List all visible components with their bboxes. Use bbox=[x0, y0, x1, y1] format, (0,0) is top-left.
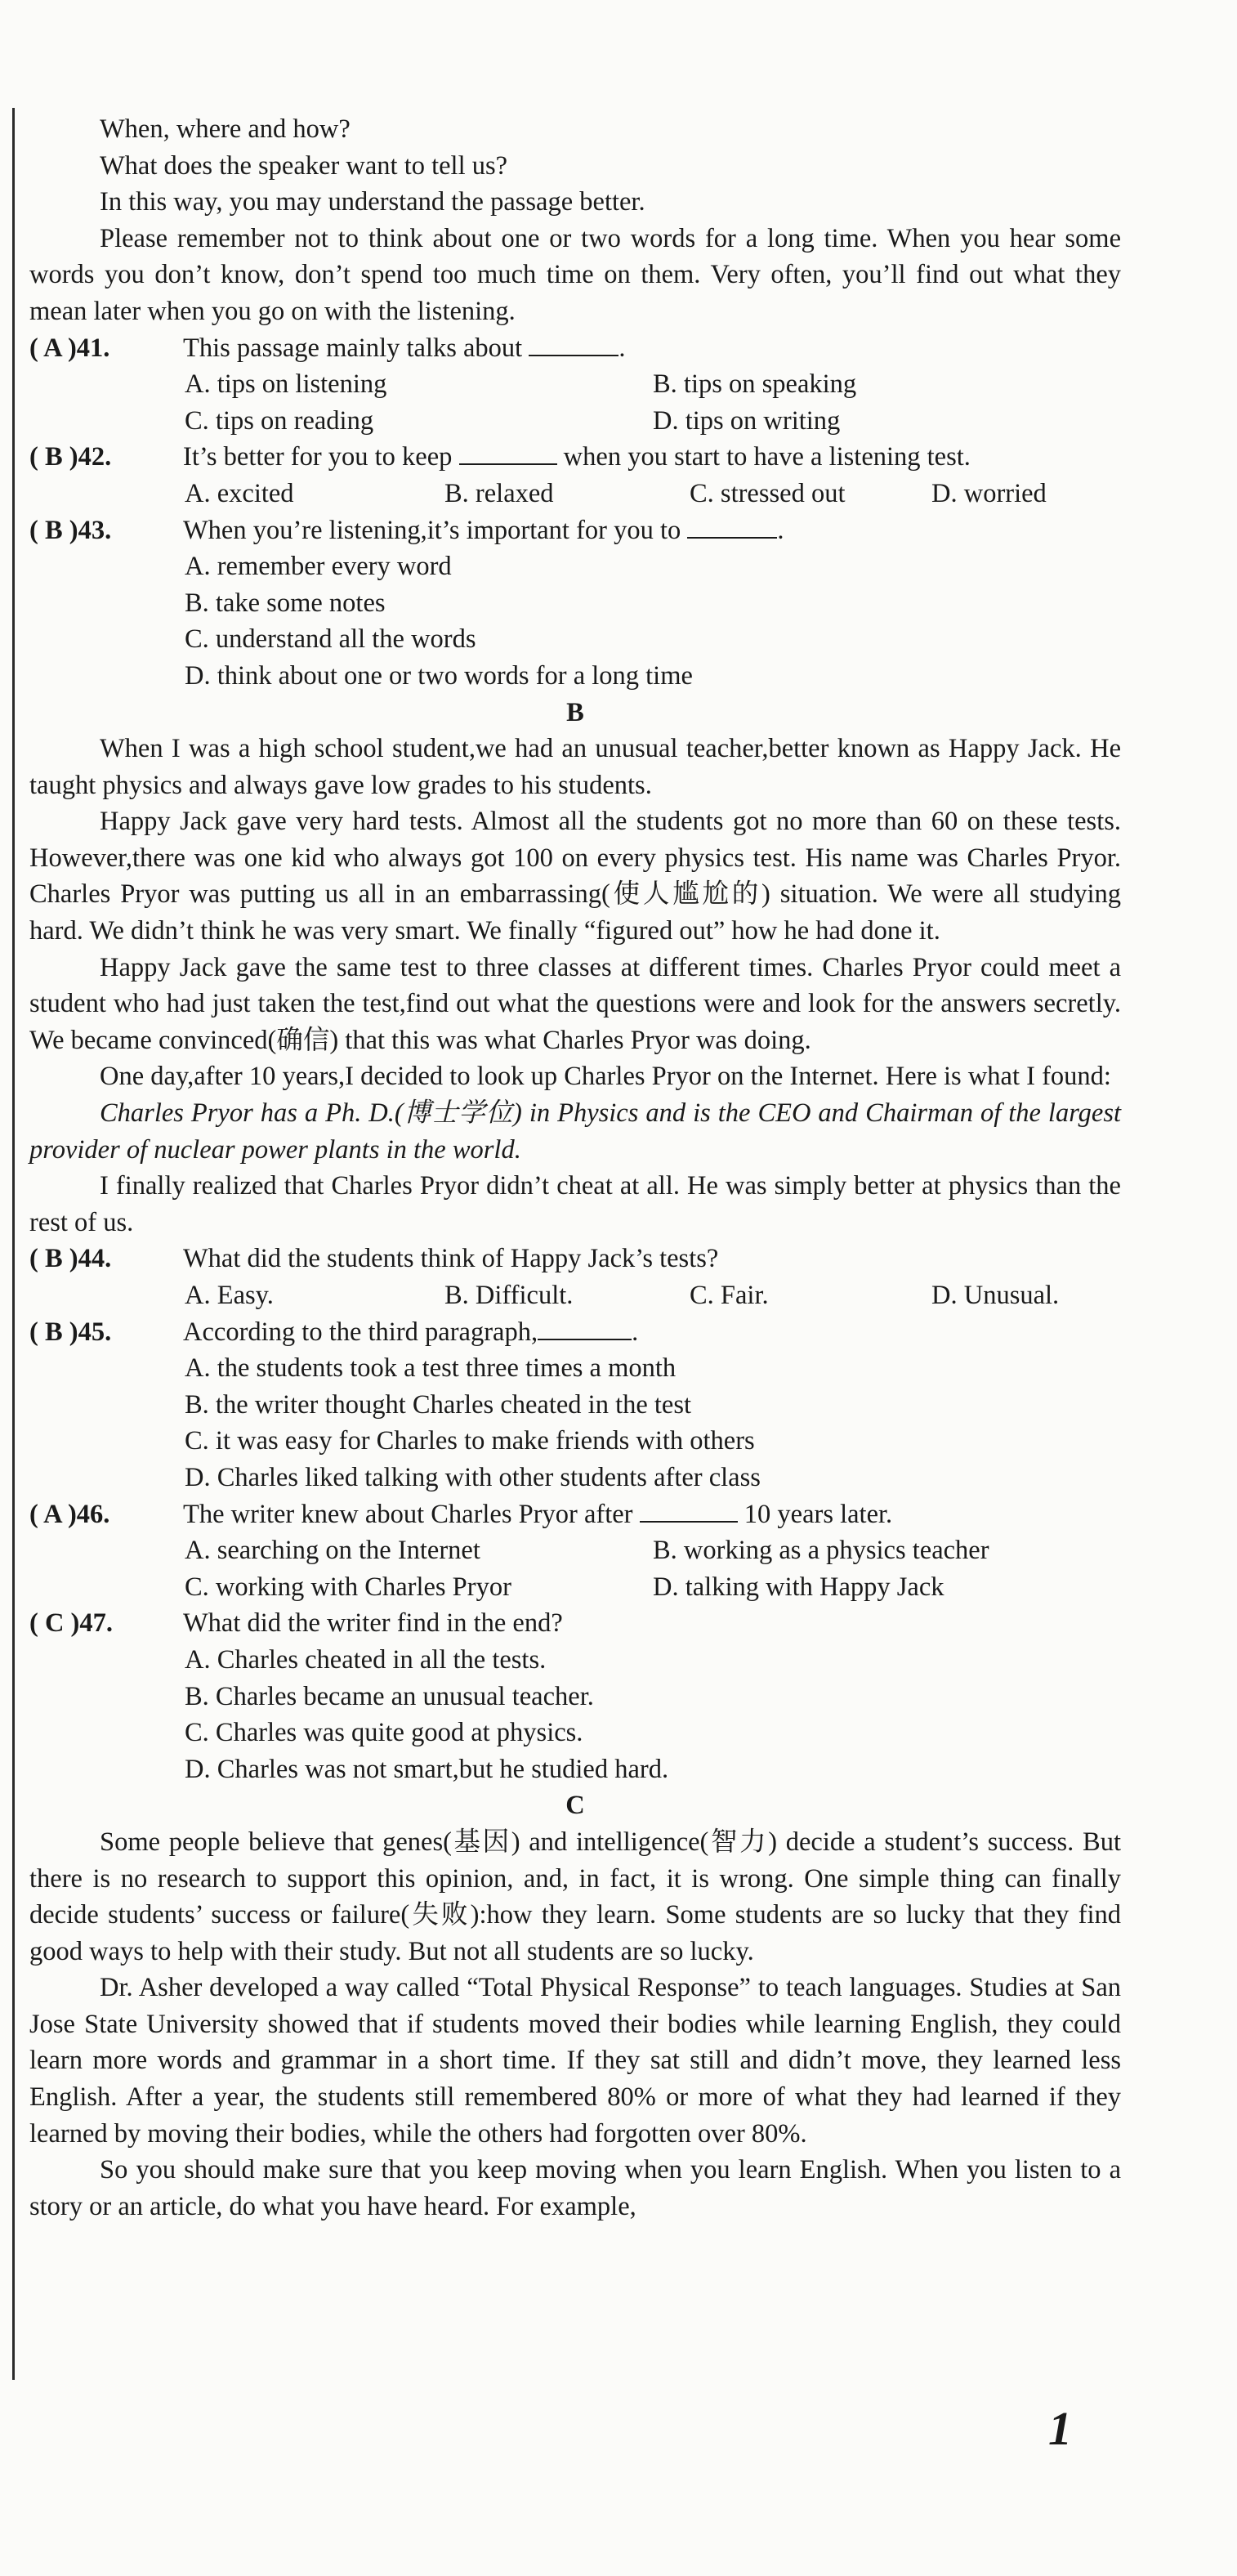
option: C. it was easy for Charles to make friends with others bbox=[185, 1426, 755, 1456]
section-heading-b: B bbox=[566, 697, 584, 727]
answer-44: ( B )44. bbox=[29, 1244, 112, 1274]
section-heading-c: C bbox=[565, 1791, 585, 1821]
answer-41: ( A )41. bbox=[29, 333, 110, 363]
question-stem: What did the writer find in the end? bbox=[183, 1608, 563, 1639]
option: C. working with Charles Pryor bbox=[185, 1572, 511, 1602]
options-43 bbox=[29, 548, 1121, 694]
option: D. think about one or two words for a long time bbox=[185, 660, 693, 691]
option: A. the students took a test three times a month bbox=[185, 1353, 677, 1384]
option: D. Unusual. bbox=[931, 1281, 1060, 1310]
option: D. Charles liked talking with other students after class bbox=[185, 1462, 761, 1492]
options-41 bbox=[29, 366, 1121, 439]
question-44 bbox=[29, 1241, 1121, 1277]
options-46 bbox=[29, 1532, 1121, 1605]
option: B. tips on speaking bbox=[653, 369, 857, 400]
option: D. Charles was not smart,but he studied hard. bbox=[185, 1754, 669, 1784]
answer-45: ( B )45. bbox=[29, 1317, 112, 1347]
option: B. take some notes bbox=[185, 588, 386, 618]
option: D. worried bbox=[931, 478, 1047, 508]
option: C. tips on reading bbox=[185, 405, 374, 436]
option: B. relaxed bbox=[444, 478, 554, 508]
option: D. talking with Happy Jack bbox=[653, 1572, 944, 1602]
question-stem: What did the students think of Happy Jack’s tests? bbox=[183, 1244, 719, 1274]
option: B. Charles became an unusual teacher. bbox=[185, 1681, 594, 1711]
option: A. Charles cheated in all the tests. bbox=[185, 1644, 547, 1675]
passage-paragraph: Happy Jack gave very hard tests. Almost all the students got no more than 60 on these tests. However,there was one kid who always got 100 on every physics test. His name was Charles Pryor. Charles Pryor was putting us all in an embarrassing(使人尴尬的) situation. We were all studying hard. We didn’t think he was very smart. We finally “figured out” how he had done it. bbox=[29, 807, 1121, 946]
options-47 bbox=[29, 1642, 1121, 1787]
passage-paragraph: Dr. Asher developed a way called “Total Physical Response” to teach languages. Studies at San Jose State University showed that if students moved their bodies while learning English, they could learn more words and grammar in a short time. If they sat still and didn’t move, they learned less English. After a year, the students still remembered 80% or more of what they had learned if they learned by moving their bodies, while the others had forgotten over 80%. bbox=[29, 1973, 1121, 2149]
passage-paragraph: When I was a high school student,we had an unusual teacher,better known as Happy Jack. He taught physics and always gave low grades to his students. bbox=[29, 734, 1121, 800]
option: A. remember every word bbox=[185, 552, 452, 582]
options-45 bbox=[29, 1350, 1121, 1496]
answer-47: ( C )47. bbox=[29, 1608, 113, 1639]
option: B. working as a physics teacher bbox=[653, 1536, 989, 1566]
option: B. Difficult. bbox=[444, 1281, 574, 1310]
option: A. searching on the Internet bbox=[185, 1536, 480, 1566]
worksheet-page bbox=[29, 111, 1121, 2225]
option: B. the writer thought Charles cheated in the test bbox=[185, 1389, 692, 1420]
question-stem: According to the third paragraph, . bbox=[183, 1314, 638, 1351]
question-stem: This passage mainly talks about . bbox=[183, 330, 625, 367]
question-43 bbox=[29, 512, 1121, 549]
passage-paragraph: Please remember not to think about one or two words for a long time. When you hear some words you don’t know, don’t spend too much time on them. Very often, you’ll find out what they mean later when you go on with the listening. bbox=[29, 223, 1121, 326]
question-47 bbox=[29, 1605, 1121, 1642]
option: A. tips on listening bbox=[185, 369, 387, 400]
question-42 bbox=[29, 439, 1121, 476]
option: C. Fair. bbox=[690, 1281, 769, 1310]
option: D. tips on writing bbox=[653, 405, 841, 436]
passage-line: In this way, you may understand the passage better. bbox=[100, 187, 645, 217]
option: C. Charles was quite good at physics. bbox=[185, 1718, 583, 1748]
question-stem: It’s better for you to keep when you start to have a listening test. bbox=[183, 439, 971, 476]
passage-paragraph: So you should make sure that you keep moving when you learn English. When you listen to a story or an article, do what you have heard. For example, bbox=[29, 2155, 1121, 2221]
question-stem: When you’re listening,it’s important for you to . bbox=[183, 512, 784, 549]
page-number: 1 bbox=[1048, 2402, 1072, 2455]
passage-paragraph: I finally realized that Charles Pryor didn’t cheat at all. He was simply better at physics than the rest of us. bbox=[29, 1171, 1121, 1237]
option: C. understand all the words bbox=[185, 624, 476, 655]
options-44 bbox=[29, 1277, 1121, 1314]
options-42 bbox=[29, 476, 1121, 512]
margin-rule bbox=[12, 108, 15, 2380]
option: C. stressed out bbox=[690, 478, 846, 508]
passage-line: What does the speaker want to tell us? bbox=[100, 150, 508, 181]
answer-43: ( B )43. bbox=[29, 515, 112, 545]
answer-42: ( B )42. bbox=[29, 442, 112, 472]
passage-paragraph: One day,after 10 years,I decided to look up Charles Pryor on the Internet. Here is what I found: bbox=[100, 1062, 1111, 1092]
question-45 bbox=[29, 1314, 1121, 1351]
passage-paragraph: Some people believe that genes(基因) and intelligence(智力) decide a student’s success. But there is no research to support this opinion, and, in fact, it is wrong. One simple thing can finally decide students’ success or failure(失败):how they learn. Some students are so lucky that they find good ways to help with their study. But not all students are so lucky. bbox=[29, 1827, 1121, 1966]
option: A. Easy. bbox=[185, 1281, 274, 1310]
passage-paragraph: Happy Jack gave the same test to three classes at different times. Charles Pryor could meet a student who had just taken the test,find out what the questions were and look for the answers secretly. We became convinced(确信) that this was what Charles Pryor was doing. bbox=[29, 952, 1121, 1055]
option: A. excited bbox=[185, 478, 294, 508]
question-46 bbox=[29, 1496, 1121, 1533]
question-41 bbox=[29, 330, 1121, 367]
answer-46: ( A )46. bbox=[29, 1499, 110, 1529]
passage-line: When, where and how? bbox=[100, 114, 351, 144]
question-stem: The writer knew about Charles Pryor after 10 years later. bbox=[183, 1496, 892, 1533]
passage-quote: Charles Pryor has a Ph. D.(博士学位) in Physics and is the CEO and Chairman of the largest provider of nuclear power plants in the world. bbox=[29, 1098, 1121, 1165]
